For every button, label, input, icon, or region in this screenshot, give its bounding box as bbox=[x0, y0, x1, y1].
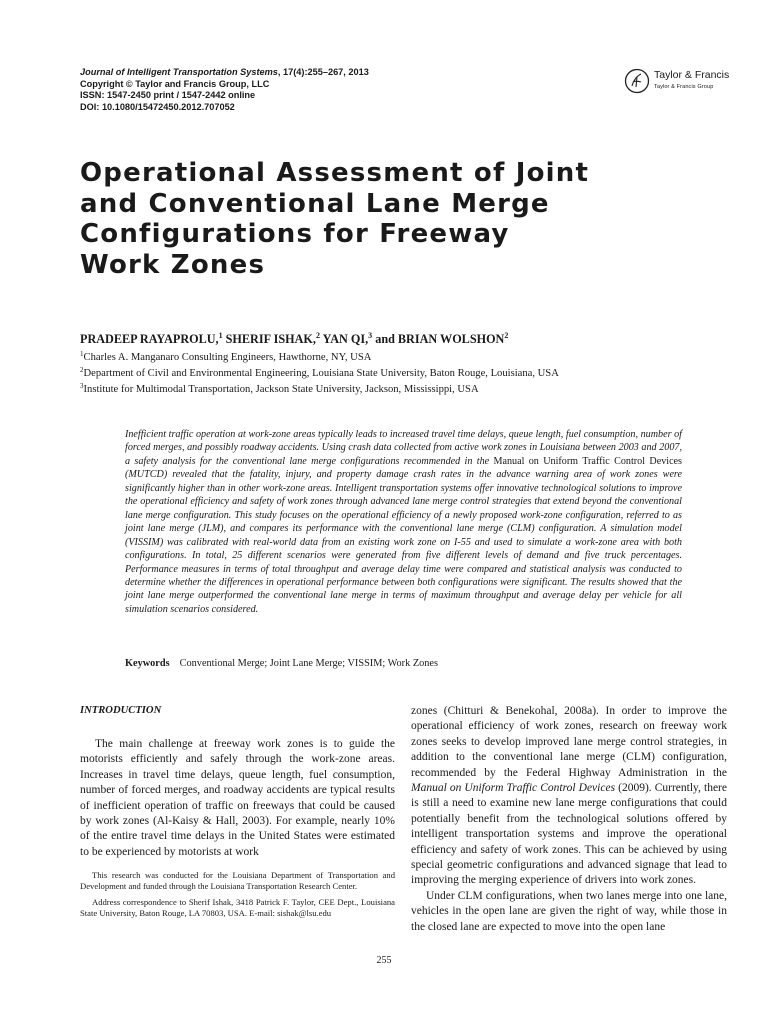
journal-info bbox=[80, 67, 460, 113]
section-heading-introduction: INTRODUCTION bbox=[80, 705, 162, 716]
intro-paragraph-continued: zones (Chitturi & Benekohal, 2008a). In order to improve the operational efficiency of work zones, research on freeway work zones seeks to develop improved lane merge control strategies, in addition to the conventional lane merge (CLM) configuration, recommended by the Federal Highway Administration in the Manual on Uniform Traffic Control Devices (2009). Currently, there is still a need to examine new lane merge configurations that could potentially benefit from the technological solutions offered by intelligent transportation systems and improve the operational efficiency and safety of work zones. This can be achieved by using special geometric configurations and advanced signage that lead to improving the merging experience of drivers into work zones. bbox=[411, 705, 727, 887]
author-list: PRADEEP RAYAPROLU,$^1$ SHERIF ISHAK,$^2$ YAN QI,$^3$ and BRIAN WOLSHON$^2$ bbox=[80, 331, 509, 346]
intro-paragraph-1: The main challenge at freeway work zones is to guide the motorists efficiently and safely through the work-zone areas. Increases in travel time delays, queue length, fuel consumption, number of forced merges, and roadway accidents are typical results of inefficient operation of traffic on freeways that could be caused by work zones (Al-Kaisy & Hall, 2003). For example, nearly 10% of the entire travel time delays in the United States were estimated to be experienced by motorists at work bbox=[80, 738, 395, 858]
publisher-name: Taylor & Francis bbox=[654, 69, 730, 81]
keywords bbox=[125, 658, 682, 669]
publisher-logo bbox=[624, 67, 744, 97]
publisher-group: Taylor & Francis Group bbox=[654, 84, 714, 90]
paper-title: Operational Assessment of Joint and Conventional Lane Merge Configurations for Freeway Work Zones bbox=[80, 158, 590, 280]
keywords-text: Conventional Merge; Joint Lane Merge; VISSIM; Work Zones bbox=[179, 658, 439, 669]
footnotes bbox=[80, 870, 395, 919]
affiliation-2: $^2$Department of Civil and Environmental Engineering, Louisiana State University, Baton Rouge, Louisiana, USA bbox=[80, 366, 559, 379]
taylor-francis-logo-icon bbox=[624, 67, 650, 95]
intro-paragraph-2: Under CLM configurations, when two lanes merge into one lane, vehicles in the open lane are given the right of way, while those in the closed lane are expected to move into the open lane bbox=[411, 889, 727, 933]
journal-copyright: Copyright © Taylor and Francis Group, LLC bbox=[80, 78, 270, 89]
abstract-manual-title: Manual on Uniform Traffic Control Devices bbox=[493, 455, 682, 467]
right-column bbox=[411, 704, 727, 935]
manual-reference: Manual on Uniform Traffic Control Devices bbox=[411, 782, 616, 795]
footnote-funding: This research was conducted for the Louisiana Department of Transportation and Development and funded through the Louisiana Transportation Research Center. bbox=[80, 870, 395, 892]
journal-doi: DOI: 10.1080/15472450.2012.707052 bbox=[80, 101, 235, 112]
affiliation-1: $^1$Charles A. Manganaro Consulting Engineers, Hawthorne, NY, USA bbox=[80, 350, 372, 363]
abstract: Inefficient traffic operation at work-zone areas typically leads to increased travel time delays, queue length, fuel consumption, number of forced merges, and possibly roadway accidents. Using crash data collected from active work zones in Louisiana between 2003 and 2007, a safety analysis for the conventional lane merge configurations recommended in the Manual on Uniform Traffic Control Devices (MUTCD) revealed that the fatality, injury, and property damage crash rates in the advance warning area of work zones were significantly higher than in other work-zone areas. Intelligent transportation systems offer innovative technological solutions to improve the operational efficiency and safety of work zones through advanced lane merge control strategies that extend beyond the conventional lane merge configuration. This study focuses on the operational efficiency of a newly proposed work-zone configuration, referred to as joint lane merge (JLM), and compares its performance with the conventional lane merge (CLM) configuration. A simulation model (VISSIM) was calibrated with real-world data from an existing work zone on I-55 and used to simulate a work-zone area with both configurations. In total, 25 different scenarios were generated from five different levels of demand and five truck percentages. Performance measures in terms of total throughput and average delay time were compared and statistical analysis was conducted to determine whether the differences in operational performance between both configurations were significant. The results showed that the joint lane merge outperformed the conventional lane merge in terms of maximum throughput and average delay per vehicle for all simulation scenarios considered. bbox=[125, 429, 682, 615]
keywords-label: Keywords bbox=[125, 658, 170, 669]
journal-issn: ISSN: 1547-2450 print / 1547-2442 online bbox=[80, 90, 256, 101]
journal-name: Journal of Intelligent Transportation Systems bbox=[80, 67, 278, 77]
journal-citation: Journal of Intelligent Transportation Systems, 17(4):255–267, 2013 bbox=[80, 67, 369, 77]
footnote-address: Address correspondence to Sherif Ishak, 3418 Patrick F. Taylor, CEE Dept., Louisiana State University, Baton Rouge, LA 70803, USA. E-mail: sishak@lsu.edu bbox=[80, 896, 395, 918]
page-number: 255 bbox=[376, 955, 392, 966]
affiliation-3: $^3$Institute for Multimodal Transportation, Jackson State University, Jackson, Mississippi, USA bbox=[80, 382, 479, 395]
